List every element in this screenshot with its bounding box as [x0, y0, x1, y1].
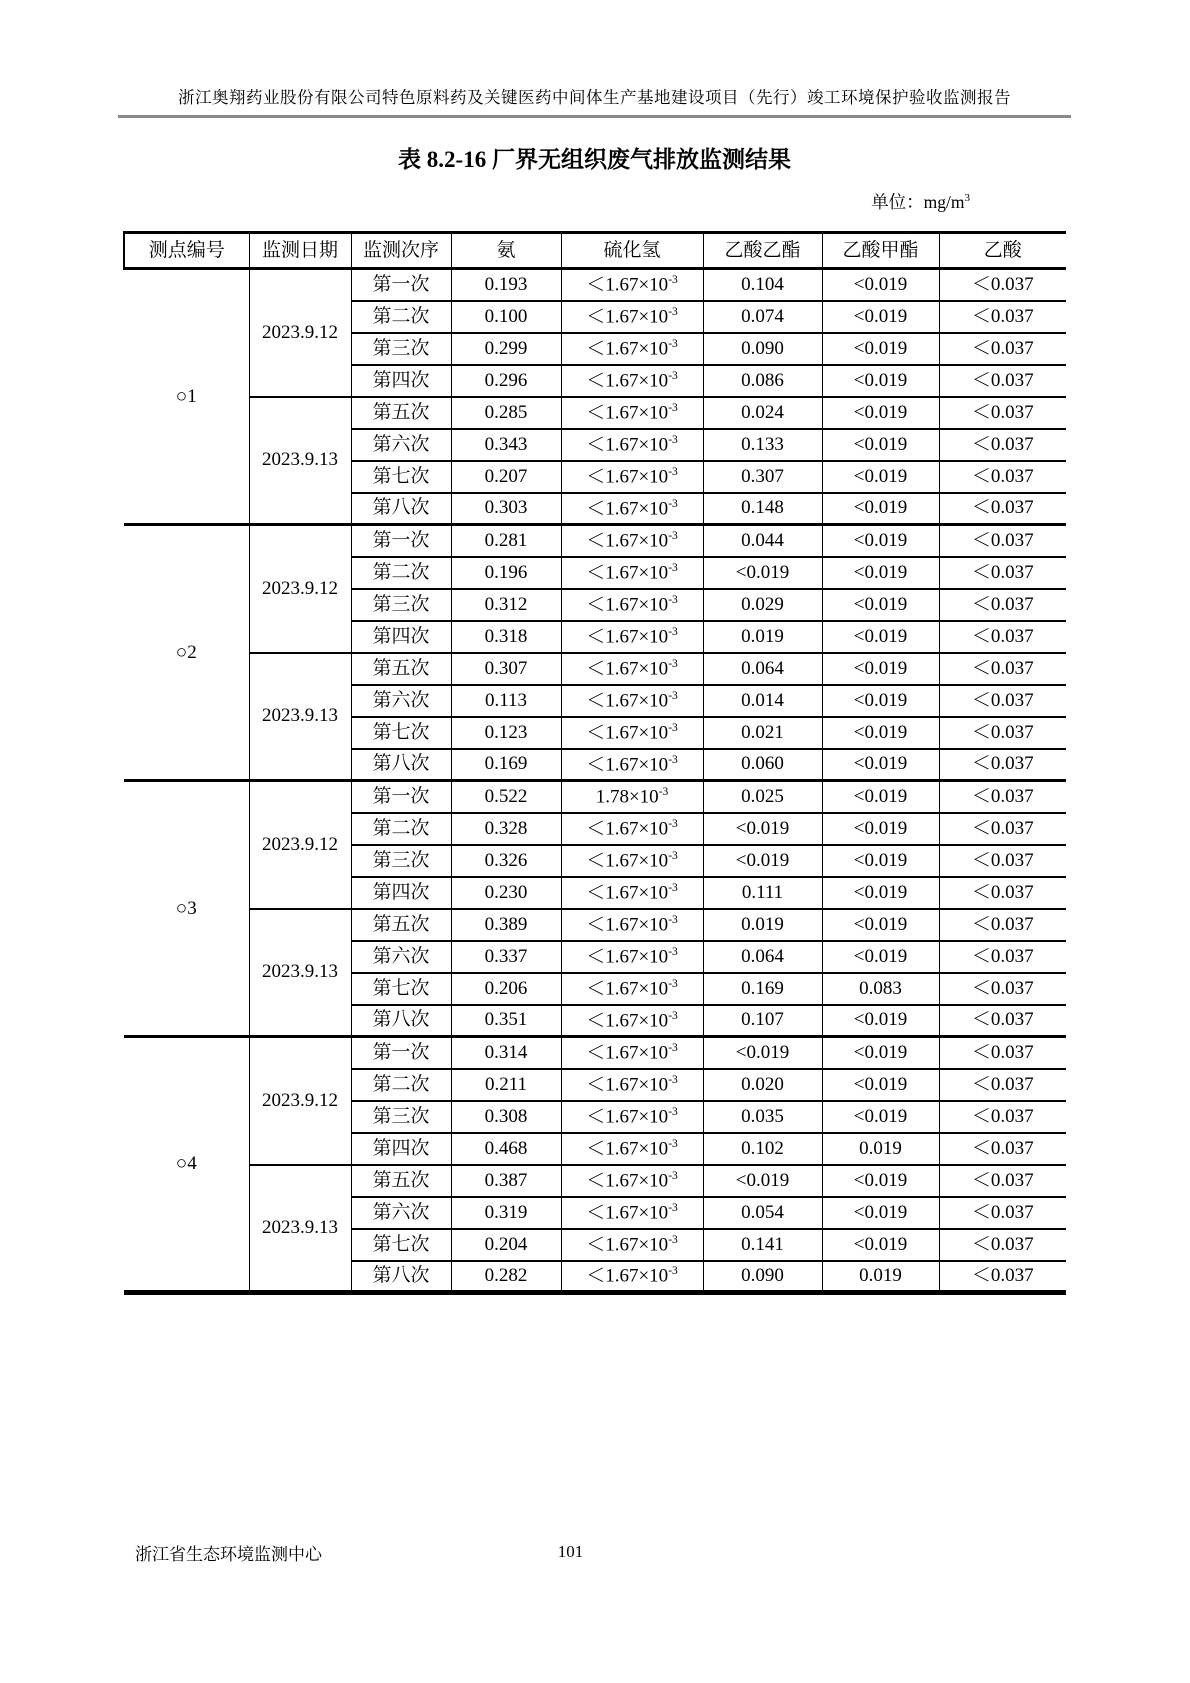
methyl-acetate-cell: <0.019 — [822, 397, 939, 429]
ethyl-acetate-cell: 0.074 — [703, 301, 822, 333]
acetic-acid-cell: ＜0.037 — [939, 301, 1066, 333]
sequence-cell: 第一次 — [351, 1037, 451, 1069]
h2s-cell: $<1.67\times 10^{-3}$ — [561, 813, 703, 845]
acetic-acid-cell: ＜0.037 — [939, 493, 1066, 525]
ethyl-acetate-cell: 0.169 — [703, 973, 822, 1005]
acetic-acid-cell: ＜0.037 — [939, 1165, 1066, 1197]
ethyl-acetate-cell: 0.029 — [703, 589, 822, 621]
sequence-cell: 第四次 — [351, 621, 451, 653]
sequence-cell: 第八次 — [351, 493, 451, 525]
h2s-cell: $<1.67\times 10^{-3}$ — [561, 653, 703, 685]
sequence-cell: 第五次 — [351, 1165, 451, 1197]
table-row — [124, 1165, 1066, 1197]
table-row — [124, 397, 1066, 429]
ammonia-cell: 0.230 — [451, 877, 561, 909]
acetic-acid-cell: ＜0.037 — [939, 1005, 1066, 1037]
acetic-acid-cell: ＜0.037 — [939, 813, 1066, 845]
ammonia-cell: 0.204 — [451, 1229, 561, 1261]
sequence-cell: 第一次 — [351, 269, 451, 301]
ethyl-acetate-cell: 0.090 — [703, 333, 822, 365]
acetic-acid-cell: ＜0.037 — [939, 525, 1066, 557]
methyl-acetate-cell: 0.083 — [822, 973, 939, 1005]
sequence-cell: 第八次 — [351, 749, 451, 781]
sequence-cell: 第八次 — [351, 1005, 451, 1037]
h2s-cell: $<1.67\times 10^{-3}$ — [561, 621, 703, 653]
date-cell: 2023.9.13 — [249, 653, 351, 781]
col-header: 氨 — [451, 233, 561, 269]
sequence-cell: 第二次 — [351, 557, 451, 589]
point-id-cell: ○1 — [124, 269, 249, 525]
acetic-acid-cell: ＜0.037 — [939, 1037, 1066, 1069]
methyl-acetate-cell: <0.019 — [822, 813, 939, 845]
h2s-cell: $<1.67\times 10^{-3}$ — [561, 365, 703, 397]
acetic-acid-cell: ＜0.037 — [939, 781, 1066, 813]
date-cell: 2023.9.12 — [249, 525, 351, 653]
col-header: 乙酸甲酯 — [822, 233, 939, 269]
methyl-acetate-cell: <0.019 — [822, 653, 939, 685]
methyl-acetate-cell: <0.019 — [822, 621, 939, 653]
acetic-acid-cell: ＜0.037 — [939, 877, 1066, 909]
h2s-cell: $<1.67\times 10^{-3}$ — [561, 589, 703, 621]
col-header: 乙酸 — [939, 233, 1066, 269]
acetic-acid-cell: ＜0.037 — [939, 269, 1066, 301]
methyl-acetate-cell: <0.019 — [822, 717, 939, 749]
sequence-cell: 第三次 — [351, 589, 451, 621]
point-id-cell: ○2 — [124, 525, 249, 781]
acetic-acid-cell: ＜0.037 — [939, 1197, 1066, 1229]
sequence-cell: 第七次 — [351, 461, 451, 493]
h2s-cell: $<1.67\times 10^{-3}$ — [561, 493, 703, 525]
h2s-cell: $<1.67\times 10^{-3}$ — [561, 269, 703, 301]
page-header-text: 浙江奥翔药业股份有限公司特色原料药及关键医药中间体生产基地建设项目（先行）竣工环境保护验收监测报告 — [118, 84, 1071, 118]
ammonia-cell: 0.296 — [451, 365, 561, 397]
h2s-cell: $<1.67\times 10^{-3}$ — [561, 1165, 703, 1197]
ammonia-cell: 0.299 — [451, 333, 561, 365]
ammonia-cell: 0.193 — [451, 269, 561, 301]
ethyl-acetate-cell: 0.141 — [703, 1229, 822, 1261]
ammonia-cell: 0.206 — [451, 973, 561, 1005]
ammonia-cell: 0.211 — [451, 1069, 561, 1101]
sequence-cell: 第二次 — [351, 1069, 451, 1101]
col-header: 硫化氢 — [561, 233, 703, 269]
col-header: 测点编号 — [124, 233, 249, 269]
acetic-acid-cell: ＜0.037 — [939, 461, 1066, 493]
methyl-acetate-cell: 0.019 — [822, 1133, 939, 1165]
unit-note: 单位：$mg/m^3$ — [871, 192, 970, 212]
methyl-acetate-cell: <0.019 — [822, 589, 939, 621]
sequence-cell: 第六次 — [351, 685, 451, 717]
ethyl-acetate-cell: 0.021 — [703, 717, 822, 749]
col-header: 监测日期 — [249, 233, 351, 269]
sequence-cell: 第三次 — [351, 1101, 451, 1133]
h2s-cell: $<1.67\times 10^{-3}$ — [561, 749, 703, 781]
methyl-acetate-cell: <0.019 — [822, 1197, 939, 1229]
methyl-acetate-cell: <0.019 — [822, 1069, 939, 1101]
point-id-cell: ○3 — [124, 781, 249, 1037]
h2s-cell: $<1.67\times 10^{-3}$ — [561, 301, 703, 333]
h2s-cell: $<1.67\times 10^{-3}$ — [561, 1005, 703, 1037]
ethyl-acetate-cell: 0.054 — [703, 1197, 822, 1229]
sequence-cell: 第六次 — [351, 1197, 451, 1229]
methyl-acetate-cell: <0.019 — [822, 365, 939, 397]
ethyl-acetate-cell: 0.086 — [703, 365, 822, 397]
ethyl-acetate-cell: <0.019 — [703, 1037, 822, 1069]
footer-organization: 浙江省生态环境监测中心 — [135, 1545, 322, 1564]
ammonia-cell: 0.343 — [451, 429, 561, 461]
h2s-cell: $<1.67\times 10^{-3}$ — [561, 1101, 703, 1133]
methyl-acetate-cell: 0.019 — [822, 1261, 939, 1293]
ethyl-acetate-cell: <0.019 — [703, 557, 822, 589]
sequence-cell: 第四次 — [351, 877, 451, 909]
h2s-cell: $<1.67\times 10^{-3}$ — [561, 429, 703, 461]
table-title: 表 8.2-16 厂界无组织废气排放监测结果 — [398, 147, 791, 172]
ammonia-cell: 0.318 — [451, 621, 561, 653]
point-id-cell: ○4 — [124, 1037, 249, 1293]
ethyl-acetate-cell: 0.307 — [703, 461, 822, 493]
h2s-cell: $<1.67\times 10^{-3}$ — [561, 333, 703, 365]
table-row — [124, 525, 1066, 557]
date-cell: 2023.9.13 — [249, 909, 351, 1037]
col-header: 监测次序 — [351, 233, 451, 269]
ethyl-acetate-cell: <0.019 — [703, 813, 822, 845]
h2s-cell: $<1.67\times 10^{-3}$ — [561, 1133, 703, 1165]
methyl-acetate-cell: <0.019 — [822, 941, 939, 973]
sequence-cell: 第四次 — [351, 365, 451, 397]
methyl-acetate-cell: <0.019 — [822, 845, 939, 877]
ammonia-cell: 0.312 — [451, 589, 561, 621]
sequence-cell: 第四次 — [351, 1133, 451, 1165]
ethyl-acetate-cell: 0.044 — [703, 525, 822, 557]
ethyl-acetate-cell: 0.024 — [703, 397, 822, 429]
h2s-cell: $<1.67\times 10^{-3}$ — [561, 941, 703, 973]
ammonia-cell: 0.303 — [451, 493, 561, 525]
acetic-acid-cell: ＜0.037 — [939, 1101, 1066, 1133]
ethyl-acetate-cell: 0.064 — [703, 941, 822, 973]
ethyl-acetate-cell: 0.133 — [703, 429, 822, 461]
acetic-acid-cell: ＜0.037 — [939, 333, 1066, 365]
ethyl-acetate-cell: 0.102 — [703, 1133, 822, 1165]
sequence-cell: 第七次 — [351, 1229, 451, 1261]
acetic-acid-cell: ＜0.037 — [939, 909, 1066, 941]
date-cell: 2023.9.12 — [249, 1037, 351, 1165]
acetic-acid-cell: ＜0.037 — [939, 365, 1066, 397]
h2s-cell: $<1.67\times 10^{-3}$ — [561, 1229, 703, 1261]
ethyl-acetate-cell: 0.035 — [703, 1101, 822, 1133]
sequence-cell: 第二次 — [351, 813, 451, 845]
methyl-acetate-cell: <0.019 — [822, 333, 939, 365]
table-row — [124, 909, 1066, 941]
methyl-acetate-cell: <0.019 — [822, 493, 939, 525]
ammonia-cell: 0.100 — [451, 301, 561, 333]
ammonia-cell: 0.337 — [451, 941, 561, 973]
h2s-cell: $<1.67\times 10^{-3}$ — [561, 461, 703, 493]
ethyl-acetate-cell: <0.019 — [703, 1165, 822, 1197]
h2s-cell: $<1.67\times 10^{-3}$ — [561, 1037, 703, 1069]
methyl-acetate-cell: <0.019 — [822, 525, 939, 557]
methyl-acetate-cell: <0.019 — [822, 877, 939, 909]
ethyl-acetate-cell: 0.019 — [703, 909, 822, 941]
ammonia-cell: 0.319 — [451, 1197, 561, 1229]
sequence-cell: 第七次 — [351, 717, 451, 749]
ammonia-cell: 0.389 — [451, 909, 561, 941]
ammonia-cell: 0.285 — [451, 397, 561, 429]
ethyl-acetate-cell: 0.148 — [703, 493, 822, 525]
ammonia-cell: 0.351 — [451, 1005, 561, 1037]
ammonia-cell: 0.308 — [451, 1101, 561, 1133]
h2s-cell: $<1.67\times 10^{-3}$ — [561, 877, 703, 909]
ammonia-cell: 0.123 — [451, 717, 561, 749]
ammonia-cell: 0.113 — [451, 685, 561, 717]
sequence-cell: 第五次 — [351, 653, 451, 685]
ethyl-acetate-cell: 0.111 — [703, 877, 822, 909]
table-body — [124, 269, 1066, 1293]
ammonia-cell: 0.387 — [451, 1165, 561, 1197]
sequence-cell: 第五次 — [351, 909, 451, 941]
acetic-acid-cell: ＜0.037 — [939, 1261, 1066, 1293]
methyl-acetate-cell: <0.019 — [822, 1229, 939, 1261]
table-row — [124, 653, 1066, 685]
h2s-cell: $<1.67\times 10^{-3}$ — [561, 1261, 703, 1293]
h2s-cell: $<1.67\times 10^{-3}$ — [561, 1069, 703, 1101]
ammonia-cell: 0.281 — [451, 525, 561, 557]
acetic-acid-cell: ＜0.037 — [939, 717, 1066, 749]
acetic-acid-cell: ＜0.037 — [939, 621, 1066, 653]
ammonia-cell: 0.282 — [451, 1261, 561, 1293]
h2s-cell: $<1.67\times 10^{-3}$ — [561, 525, 703, 557]
ammonia-cell: 0.328 — [451, 813, 561, 845]
sequence-cell: 第三次 — [351, 845, 451, 877]
h2s-cell: $<1.67\times 10^{-3}$ — [561, 1197, 703, 1229]
methyl-acetate-cell: <0.019 — [822, 1101, 939, 1133]
ammonia-cell: 0.169 — [451, 749, 561, 781]
ammonia-cell: 0.468 — [451, 1133, 561, 1165]
methyl-acetate-cell: <0.019 — [822, 461, 939, 493]
sequence-cell: 第七次 — [351, 973, 451, 1005]
sequence-cell: 第六次 — [351, 429, 451, 461]
ammonia-cell: 0.196 — [451, 557, 561, 589]
ethyl-acetate-cell: 0.019 — [703, 621, 822, 653]
acetic-acid-cell: ＜0.037 — [939, 749, 1066, 781]
h2s-cell: $<1.67\times 10^{-3}$ — [561, 909, 703, 941]
date-cell: 2023.9.12 — [249, 269, 351, 397]
acetic-acid-cell: ＜0.037 — [939, 845, 1066, 877]
methyl-acetate-cell: <0.019 — [822, 685, 939, 717]
acetic-acid-cell: ＜0.037 — [939, 973, 1066, 1005]
h2s-cell: $<1.67\times 10^{-3}$ — [561, 973, 703, 1005]
h2s-cell: $1.78\times 10^{-3}$ — [561, 781, 703, 813]
sequence-cell: 第六次 — [351, 941, 451, 973]
footer-page-number: 101 — [557, 1542, 584, 1561]
methyl-acetate-cell: <0.019 — [822, 1165, 939, 1197]
acetic-acid-cell: ＜0.037 — [939, 589, 1066, 621]
acetic-acid-cell: ＜0.037 — [939, 941, 1066, 973]
col-header: 乙酸乙酯 — [703, 233, 822, 269]
date-cell: 2023.9.13 — [249, 397, 351, 525]
acetic-acid-cell: ＜0.037 — [939, 1229, 1066, 1261]
sequence-cell: 第三次 — [351, 333, 451, 365]
ammonia-cell: 0.522 — [451, 781, 561, 813]
ethyl-acetate-cell: <0.019 — [703, 845, 822, 877]
ammonia-cell: 0.307 — [451, 653, 561, 685]
ethyl-acetate-cell: 0.107 — [703, 1005, 822, 1037]
sequence-cell: 第一次 — [351, 525, 451, 557]
ammonia-cell: 0.326 — [451, 845, 561, 877]
acetic-acid-cell: ＜0.037 — [939, 557, 1066, 589]
h2s-cell: $<1.67\times 10^{-3}$ — [561, 397, 703, 429]
date-cell: 2023.9.12 — [249, 781, 351, 909]
methyl-acetate-cell: <0.019 — [822, 1037, 939, 1069]
methyl-acetate-cell: <0.019 — [822, 429, 939, 461]
methyl-acetate-cell: <0.019 — [822, 269, 939, 301]
methyl-acetate-cell: <0.019 — [822, 781, 939, 813]
ethyl-acetate-cell: 0.064 — [703, 653, 822, 685]
sequence-cell: 第八次 — [351, 1261, 451, 1293]
ethyl-acetate-cell: 0.090 — [703, 1261, 822, 1293]
acetic-acid-cell: ＜0.037 — [939, 653, 1066, 685]
table-row — [124, 781, 1066, 813]
acetic-acid-cell: ＜0.037 — [939, 1069, 1066, 1101]
ethyl-acetate-cell: 0.014 — [703, 685, 822, 717]
h2s-cell: $<1.67\times 10^{-3}$ — [561, 845, 703, 877]
sequence-cell: 第一次 — [351, 781, 451, 813]
ammonia-cell: 0.207 — [451, 461, 561, 493]
sequence-cell: 第二次 — [351, 301, 451, 333]
sequence-cell: 第五次 — [351, 397, 451, 429]
h2s-cell: $<1.67\times 10^{-3}$ — [561, 717, 703, 749]
acetic-acid-cell: ＜0.037 — [939, 685, 1066, 717]
h2s-cell: $<1.67\times 10^{-3}$ — [561, 685, 703, 717]
methyl-acetate-cell: <0.019 — [822, 557, 939, 589]
ethyl-acetate-cell: 0.104 — [703, 269, 822, 301]
acetic-acid-cell: ＜0.037 — [939, 1133, 1066, 1165]
ethyl-acetate-cell: 0.060 — [703, 749, 822, 781]
table-header-row — [124, 233, 1066, 269]
acetic-acid-cell: ＜0.037 — [939, 429, 1066, 461]
ethyl-acetate-cell: 0.020 — [703, 1069, 822, 1101]
acetic-acid-cell: ＜0.037 — [939, 397, 1066, 429]
date-cell: 2023.9.13 — [249, 1165, 351, 1293]
ethyl-acetate-cell: 0.025 — [703, 781, 822, 813]
methyl-acetate-cell: <0.019 — [822, 909, 939, 941]
table-row — [124, 1037, 1066, 1069]
h2s-cell: $<1.67\times 10^{-3}$ — [561, 557, 703, 589]
ammonia-cell: 0.314 — [451, 1037, 561, 1069]
methyl-acetate-cell: <0.019 — [822, 749, 939, 781]
table-row — [124, 269, 1066, 301]
monitoring-results-table — [123, 231, 1066, 1295]
methyl-acetate-cell: <0.019 — [822, 301, 939, 333]
methyl-acetate-cell: <0.019 — [822, 1005, 939, 1037]
